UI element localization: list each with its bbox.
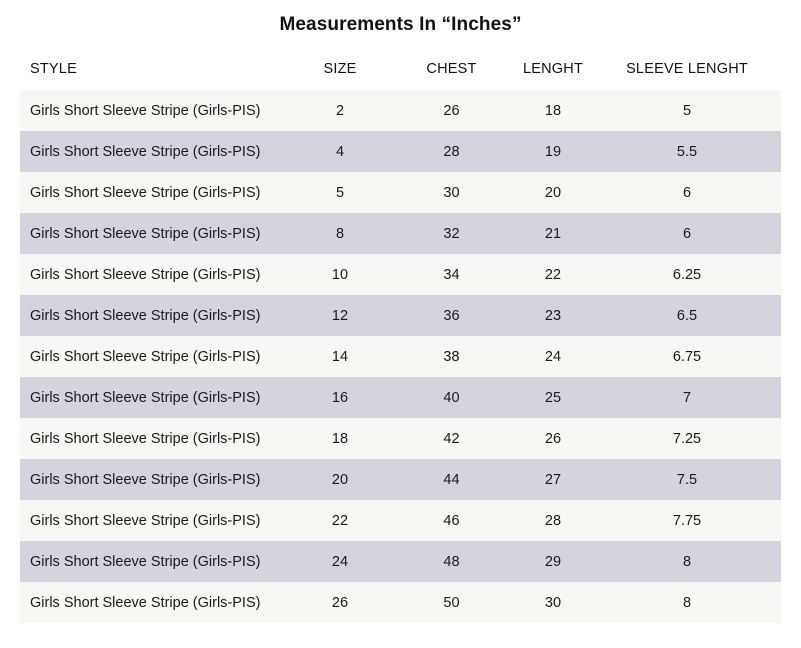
page-title: Measurements In “Inches” bbox=[279, 14, 522, 35]
cell-style: Girls Short Sleeve Stripe (Girls-PIS) bbox=[30, 471, 261, 488]
cell-sleeve: 5 bbox=[682, 102, 692, 119]
table-row bbox=[20, 418, 781, 459]
cell-chest: 32 bbox=[443, 225, 460, 242]
cell-chest: 42 bbox=[443, 430, 460, 447]
cell-chest: 44 bbox=[443, 471, 460, 488]
cell-sleeve: 6 bbox=[682, 184, 692, 201]
cell-length: 26 bbox=[544, 430, 562, 447]
cell-size: 14 bbox=[331, 348, 349, 365]
table-row bbox=[20, 500, 781, 541]
table-row bbox=[20, 336, 781, 377]
cell-chest: 34 bbox=[443, 266, 460, 283]
cell-style: Girls Short Sleeve Stripe (Girls-PIS) bbox=[30, 430, 261, 447]
cell-size: 22 bbox=[331, 512, 349, 529]
cell-style: Girls Short Sleeve Stripe (Girls-PIS) bbox=[30, 225, 261, 242]
cell-sleeve: 7.75 bbox=[672, 512, 702, 529]
cell-sleeve: 7 bbox=[682, 389, 692, 406]
cell-style: Girls Short Sleeve Stripe (Girls-PIS) bbox=[30, 389, 261, 406]
cell-chest: 40 bbox=[443, 389, 460, 406]
size-chart-table bbox=[20, 50, 781, 623]
header-style: STYLE bbox=[30, 61, 77, 77]
cell-size: 26 bbox=[331, 594, 349, 611]
cell-chest: 36 bbox=[443, 307, 460, 324]
cell-style: Girls Short Sleeve Stripe (Girls-PIS) bbox=[30, 594, 261, 611]
table-row bbox=[20, 254, 781, 295]
table-row bbox=[20, 541, 781, 582]
cell-chest: 26 bbox=[443, 102, 460, 119]
cell-sleeve: 7.25 bbox=[672, 430, 702, 447]
cell-chest: 28 bbox=[443, 143, 460, 160]
table-row bbox=[20, 459, 781, 500]
cell-style: Girls Short Sleeve Stripe (Girls-PIS) bbox=[30, 512, 261, 529]
header-size: SIZE bbox=[323, 61, 357, 77]
cell-size: 5 bbox=[335, 184, 345, 201]
table-row bbox=[20, 131, 781, 172]
cell-chest: 30 bbox=[443, 184, 460, 201]
cell-size: 20 bbox=[331, 471, 349, 488]
cell-chest: 50 bbox=[443, 594, 460, 611]
cell-size: 24 bbox=[331, 553, 349, 570]
table-row bbox=[20, 90, 781, 131]
header-chest: CHEST bbox=[426, 61, 477, 77]
table-row bbox=[20, 172, 781, 213]
table-row bbox=[20, 295, 781, 336]
cell-length: 19 bbox=[544, 143, 562, 160]
table-header-row bbox=[20, 50, 781, 88]
cell-sleeve: 7.5 bbox=[676, 471, 698, 488]
cell-length: 28 bbox=[544, 512, 562, 529]
cell-length: 22 bbox=[544, 266, 562, 283]
cell-sleeve: 8 bbox=[682, 553, 692, 570]
cell-size: 12 bbox=[331, 307, 349, 324]
cell-size: 10 bbox=[331, 266, 349, 283]
cell-style: Girls Short Sleeve Stripe (Girls-PIS) bbox=[30, 184, 261, 201]
cell-length: 27 bbox=[544, 471, 562, 488]
header-sleeve-length: SLEEVE LENGHT bbox=[626, 61, 748, 77]
cell-size: 2 bbox=[335, 102, 345, 119]
cell-size: 4 bbox=[335, 143, 345, 160]
cell-length: 21 bbox=[544, 225, 562, 242]
cell-length: 20 bbox=[544, 184, 562, 201]
cell-style: Girls Short Sleeve Stripe (Girls-PIS) bbox=[30, 143, 261, 160]
cell-size: 16 bbox=[331, 389, 349, 406]
cell-length: 29 bbox=[544, 553, 562, 570]
cell-length: 24 bbox=[544, 348, 562, 365]
cell-size: 8 bbox=[335, 225, 345, 242]
table-row bbox=[20, 213, 781, 254]
cell-sleeve: 6.75 bbox=[672, 348, 702, 365]
cell-length: 23 bbox=[544, 307, 562, 324]
cell-size: 18 bbox=[331, 430, 349, 447]
cell-style: Girls Short Sleeve Stripe (Girls-PIS) bbox=[30, 307, 261, 324]
cell-sleeve: 8 bbox=[682, 594, 692, 611]
cell-style: Girls Short Sleeve Stripe (Girls-PIS) bbox=[30, 102, 261, 119]
table-row bbox=[20, 377, 781, 418]
cell-chest: 48 bbox=[443, 553, 460, 570]
table-row bbox=[20, 582, 781, 623]
cell-sleeve: 6.5 bbox=[676, 307, 698, 324]
cell-style: Girls Short Sleeve Stripe (Girls-PIS) bbox=[30, 266, 261, 283]
cell-style: Girls Short Sleeve Stripe (Girls-PIS) bbox=[30, 553, 261, 570]
cell-sleeve: 5.5 bbox=[676, 143, 698, 160]
cell-chest: 46 bbox=[443, 512, 460, 529]
header-length: LENGHT bbox=[522, 61, 583, 77]
cell-chest: 38 bbox=[443, 348, 460, 365]
cell-style: Girls Short Sleeve Stripe (Girls-PIS) bbox=[30, 348, 261, 365]
cell-length: 30 bbox=[544, 594, 562, 611]
cell-sleeve: 6 bbox=[682, 225, 692, 242]
cell-sleeve: 6.25 bbox=[672, 266, 702, 283]
cell-length: 18 bbox=[544, 102, 562, 119]
cell-length: 25 bbox=[544, 389, 562, 406]
